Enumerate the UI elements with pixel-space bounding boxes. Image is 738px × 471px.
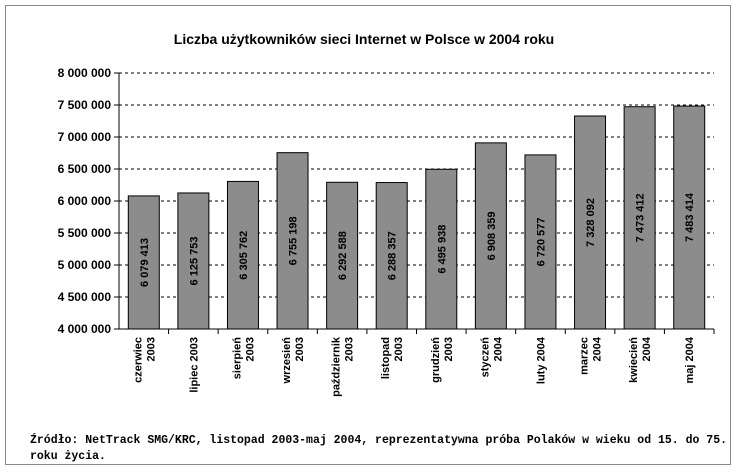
x-tick-label-line: 2004 bbox=[492, 337, 505, 362]
x-tick-label-line: październik bbox=[330, 337, 343, 397]
x-tick-label bbox=[535, 336, 547, 384]
y-tick-label: 6 500 000 bbox=[57, 162, 111, 176]
data-label: 6 720 577 bbox=[535, 217, 548, 267]
x-tick-label bbox=[430, 337, 455, 383]
x-tick-label-line: 2004 bbox=[641, 337, 654, 362]
x-tick-label-line: marzec bbox=[578, 337, 591, 375]
x-tick-label-line: styczeń bbox=[479, 337, 492, 378]
data-label: 6 125 753 bbox=[188, 236, 201, 286]
x-tick-label-line: 2003 bbox=[393, 337, 406, 362]
x-tick-label bbox=[132, 337, 157, 383]
x-tick-label bbox=[231, 337, 256, 379]
data-label: 6 079 413 bbox=[138, 237, 151, 287]
x-tick-label-line: kwiecień bbox=[628, 337, 641, 383]
x-tick-label-line: 2003 bbox=[294, 337, 307, 362]
x-tick-label-line: lipiec 2003 bbox=[188, 337, 201, 393]
x-tick-label-line: 2003 bbox=[244, 337, 257, 362]
y-tick-label: 7 000 000 bbox=[57, 130, 111, 144]
y-tick-label: 5 000 000 bbox=[57, 258, 111, 272]
x-tick-label bbox=[628, 336, 653, 383]
x-tick-label bbox=[281, 337, 306, 385]
x-tick-label bbox=[380, 337, 405, 379]
bar-chart bbox=[6, 6, 730, 426]
x-tick-label-line: grudzień bbox=[429, 337, 442, 383]
x-tick-label-line: 2004 bbox=[591, 337, 604, 362]
x-tick-label-line: listopad bbox=[380, 337, 393, 380]
x-tick-label bbox=[684, 336, 696, 383]
x-tick-label-line: 2003 bbox=[343, 337, 356, 362]
x-tick-label bbox=[579, 336, 604, 375]
y-tick-label: 6 000 000 bbox=[57, 194, 111, 208]
y-tick-label: 5 500 000 bbox=[57, 226, 111, 240]
chart-frame bbox=[5, 5, 731, 465]
y-tick-label: 4 000 000 bbox=[57, 322, 111, 336]
y-tick-label: 7 500 000 bbox=[57, 98, 111, 112]
data-label: 6 908 359 bbox=[485, 211, 498, 261]
y-tick-label: 4 500 000 bbox=[57, 290, 111, 304]
data-label: 6 495 938 bbox=[436, 224, 449, 274]
x-tick-label bbox=[331, 336, 356, 397]
data-label: 7 328 092 bbox=[585, 198, 598, 247]
y-tick-label: 8 000 000 bbox=[57, 66, 111, 80]
chart-title: Liczba użytkowników sieci Internet w Polsce w 2004 roku bbox=[173, 31, 555, 47]
x-tick-label-line: czerwiec bbox=[132, 337, 145, 383]
x-tick-label-line: 2003 bbox=[145, 337, 158, 362]
data-label: 7 483 414 bbox=[684, 193, 697, 242]
x-tick-label-line: maj 2004 bbox=[684, 337, 697, 384]
x-tick-label bbox=[479, 336, 504, 377]
data-label: 6 305 762 bbox=[237, 230, 250, 280]
x-tick-label-line: luty 2004 bbox=[535, 337, 548, 385]
data-label: 7 473 412 bbox=[634, 193, 647, 243]
data-label: 6 755 198 bbox=[287, 216, 300, 266]
x-tick-label-line: 2003 bbox=[442, 337, 455, 362]
x-tick-label-line: sierpień bbox=[231, 337, 244, 380]
data-label: 6 292 588 bbox=[337, 231, 350, 281]
data-label: 6 288 357 bbox=[386, 231, 399, 281]
x-tick-label-line: wrzesień bbox=[281, 337, 294, 384]
x-tick-label bbox=[188, 337, 200, 393]
source-note: Źródło: NetTrack SMG/KRC, listopad 2003-maj 2004, reprezentatywna próba Polaków w wieku od 15. do 75. roku życia. bbox=[30, 434, 728, 463]
